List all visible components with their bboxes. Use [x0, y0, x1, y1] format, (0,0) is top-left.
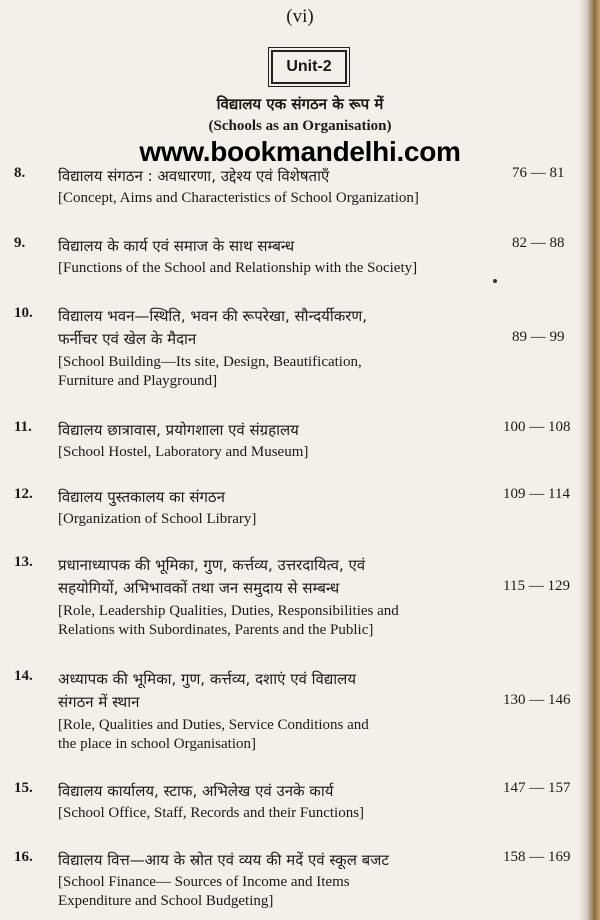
entry-hindi: विद्यालय के कार्य एवं समाज के साथ सम्बन्ध: [58, 237, 295, 255]
entry-english: [Role, Qualities and Duties, Service Conditions and the place in school Organisation]: [58, 717, 369, 752]
entry-english: [Concept, Aims and Characteristics of School Organization]: [58, 190, 419, 206]
entry-pages: 158 — 169: [503, 849, 571, 865]
entry-pages: 100 — 108: [503, 419, 571, 435]
unit-label: Unit-2: [271, 50, 347, 84]
entry-number: 8.: [14, 165, 26, 181]
entry-english: [School Hostel, Laboratory and Museum]: [58, 444, 309, 460]
entry-english: [Organization of School Library]: [58, 511, 257, 527]
entry-number: 15.: [14, 780, 33, 796]
ink-speck: [493, 279, 497, 283]
section-title-english: (Schools as an Organisation): [208, 118, 392, 134]
entry-pages: 147 — 157: [503, 780, 571, 796]
entry-hindi: विद्यालय कार्यालय, स्टाफ, अभिलेख एवं उनके कार्य: [58, 782, 334, 800]
entry-number: 10.: [14, 305, 33, 321]
entry-english: [School Office, Staff, Records and their Functions]: [58, 805, 365, 821]
entry-number: 11.: [14, 419, 32, 435]
entry-pages: 76 — 81: [512, 165, 565, 181]
entry-english: [School Building—Its site, Design, Beautification, Furniture and Playground]: [58, 354, 362, 389]
page-number: (vi): [286, 6, 314, 27]
entry-pages: 115 — 129: [503, 578, 570, 594]
entry-english: [School Finance— Sources of Income and Items Expenditure and School Budgeting]: [58, 874, 350, 909]
entry-pages: 109 — 114: [503, 486, 570, 502]
entry-number: 13.: [14, 554, 33, 570]
entry-hindi: विद्यालय संगठन : अवधारणा, उद्देश्य एवं विशेषताएँ: [58, 167, 330, 185]
entry-hindi: विद्यालय वित्त—आय के स्रोत एवं व्यय की मदें एवं स्कूल बजट: [58, 851, 389, 869]
entry-hindi: प्रधानाध्यापक की भूमिका, गुण, कर्त्तव्य, उत्तरदायित्व, एवं सहयोगियों, अभिभावकों तथा जन समुदाय से सम्बन्ध: [58, 556, 366, 597]
entry-number: 12.: [14, 486, 33, 502]
entry-pages: 82 — 88: [512, 235, 565, 251]
entry-pages: 89 — 99: [512, 329, 565, 345]
entry-hindi: विद्यालय छात्रावास, प्रयोगशाला एवं संग्रहालय: [58, 421, 299, 439]
entry-hindi: अध्यापक की भूमिका, गुण, कर्त्तव्य, दशाएं एवं विद्यालय संगठन में स्थान: [58, 670, 357, 711]
entry-hindi: विद्यालय भवन—स्थिति, भवन की रूपरेखा, सौन्दर्यीकरण, फर्नीचर एवं खेल के मैदान: [58, 307, 368, 348]
entry-number: 9.: [14, 235, 26, 251]
entry-english: [Functions of the School and Relationship with the Society]: [58, 260, 418, 276]
entry-english: [Role, Leadership Qualities, Duties, Responsibilities and Relations with Subordinates, Parents and the Public]: [58, 603, 399, 638]
entry-pages: 130 — 146: [503, 692, 571, 708]
entry-hindi: विद्यालय पुस्तकालय का संगठन: [58, 488, 225, 506]
watermark: www.bookmandelhi.com: [139, 136, 461, 167]
entry-number: 14.: [14, 668, 33, 684]
section-title-hindi: विद्यालय एक संगठन के रूप में: [216, 95, 384, 113]
entry-number: 16.: [14, 849, 33, 865]
